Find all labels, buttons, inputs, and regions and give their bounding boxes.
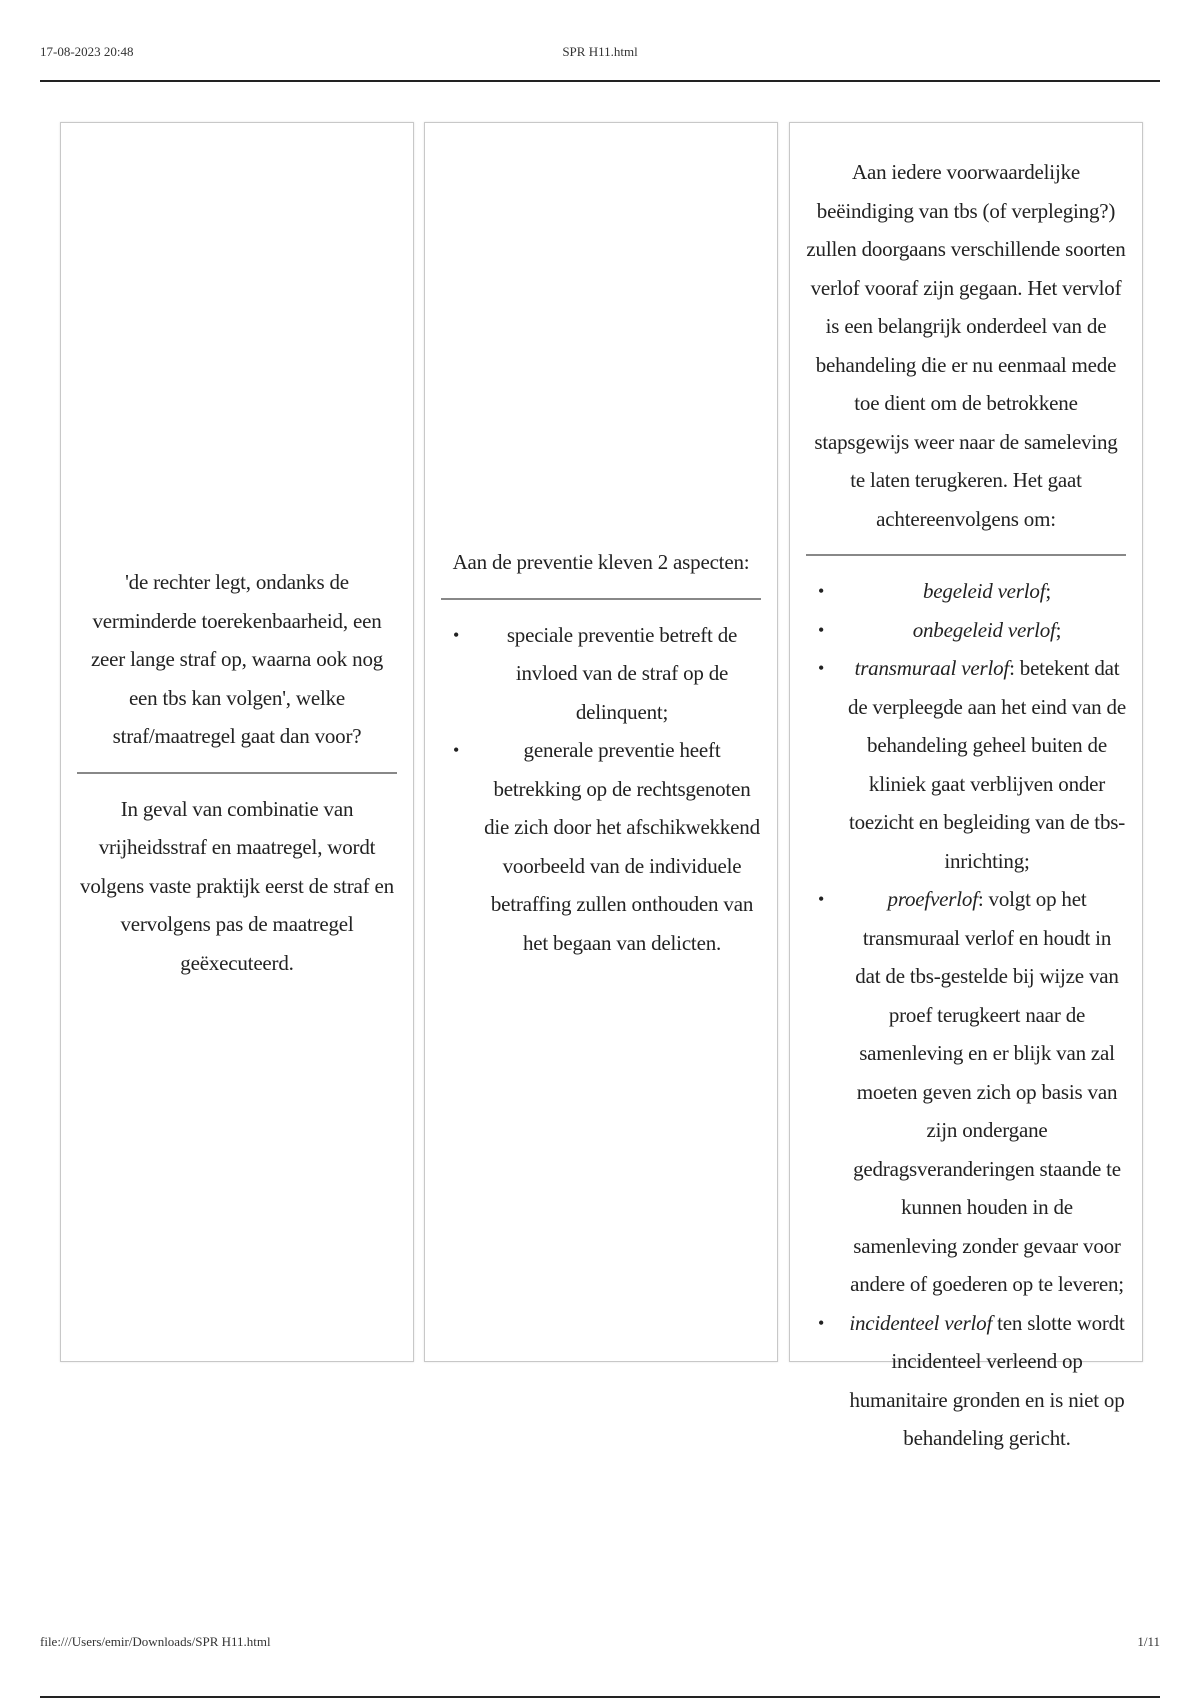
print-footer (40, 1634, 1160, 1654)
list-item-text: generale preventie heeft betrekking op de rechtsgenoten die zich door het afschikwekkend voorbeeld van de individuele betraffing zullen onthouden van het begaan van delicten. (484, 738, 760, 955)
verlof-description: ten slotte wordt incidenteel verleend op humanitaire gronden en is niet op behandeling gericht. (849, 1310, 1125, 1450)
print-datetime: 17-08-2023 20:48 (40, 44, 134, 59)
verlof-description: : betekent dat de verpleegde aan het eind van de behandeling geheel buiten de kliniek gaat verblijven onder toezicht en begleiding van de tbs-inrichting; (848, 656, 1126, 873)
list-item (806, 880, 1126, 1304)
print-page-number: 1/11 (1137, 1634, 1160, 1649)
verlof-term: proefverlof (887, 887, 978, 911)
list-item (441, 731, 761, 962)
flashcard-2-question: Aan de preventie kleven 2 aspecten: (452, 550, 750, 574)
verlof-term: transmuraal verlof (854, 656, 1010, 680)
verlof-term: begeleid verlof (922, 579, 1046, 603)
bullet-icon: • (818, 658, 825, 678)
flashcard-1 (60, 122, 414, 1362)
list-item (806, 611, 1126, 650)
bullet-icon: • (818, 889, 825, 909)
list-item (441, 616, 761, 732)
flashcard-2 (424, 122, 778, 1362)
bullet-icon: • (453, 624, 460, 645)
verlof-description: : volgt op het transmuraal verlof en houdt in dat de tbs-gestelde bij wijze van proef terugkeert naar de samenleving en er blijk van zal moeten geven zich op basis van zijn ondergane gedragsveranderingen staande te kunnen houden in de samenleving zonder gevaar voor andere of goederen op te leveren; (850, 887, 1124, 1296)
flashcard-2-answer-list (441, 616, 761, 963)
verlof-description: ; (1045, 579, 1051, 603)
flashcard-1-divider (77, 772, 397, 774)
bullet-icon: • (818, 619, 825, 640)
flashcard-3-content (806, 153, 1126, 1458)
list-item (806, 572, 1126, 611)
bullet-icon: • (453, 740, 460, 760)
flashcard-1-question: 'de rechter legt, ondanks de verminderde toerekenbaarheid, een zeer lange straf op, waarna ook nog een tbs kan volgen', welke straf/maatregel gaat dan voor? (90, 570, 384, 748)
verlof-term: onbegeleid verlof (912, 617, 1056, 642)
list-item (806, 649, 1126, 880)
list-item (806, 1304, 1126, 1458)
verlof-term: incidenteel verlof (849, 1310, 993, 1335)
print-file-path: file:///Users/emir/Downloads/SPR H11.html (40, 1634, 271, 1649)
print-header (40, 44, 1160, 64)
flashcard-3-question: Aan iedere voorwaardelijke beëindiging van tbs (of verpleging?) zullen doorgaans verschillende soorten verlof vooraf zijn gegaan. Het vervlof is een belangrijk onderdeel van de behandeling die er nu eenmaal mede toe dient om de betrokkene stapsgewijs weer naar de sameleving te laten terugkeren. Het gaat achtereenvolgens om: (806, 160, 1126, 531)
flashcard-3-answer-list (806, 572, 1126, 1458)
print-document-title: SPR H11.html (562, 44, 638, 59)
footer-rule (40, 1696, 1160, 1698)
verlof-description: ; (1055, 617, 1062, 642)
flashcard-3-divider (806, 554, 1126, 556)
flashcard-3 (789, 122, 1143, 1450)
bullet-icon: • (818, 1312, 825, 1333)
header-rule (40, 80, 1160, 82)
flashcard-2-content (441, 543, 761, 962)
list-item-text: speciale preventie betreft de invloed van de straf op de delinquent; (506, 622, 738, 724)
bullet-icon: • (818, 581, 825, 601)
flashcard-row (60, 122, 1145, 1450)
flashcard-1-content (77, 563, 397, 982)
flashcard-1-answer: In geval van combinatie van vrijheidsstraf en maatregel, wordt volgens vaste praktijk eerst de straf en vervolgens pas de maatregel geëxecuteerd. (80, 796, 394, 975)
flashcard-2-divider (441, 598, 761, 600)
